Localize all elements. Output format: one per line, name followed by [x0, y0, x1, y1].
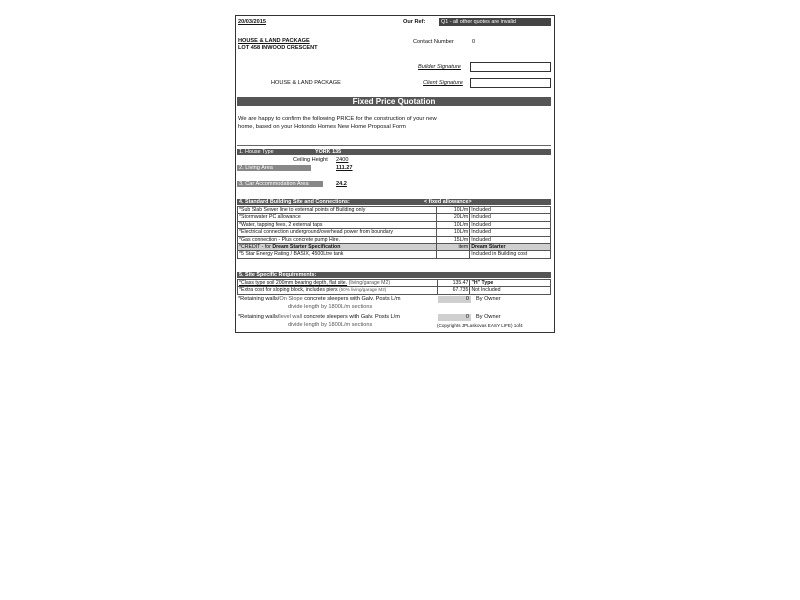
- table-row: [238, 221, 551, 228]
- standard-connections-table: [237, 206, 551, 259]
- living-area-value: 111.27: [336, 165, 353, 171]
- client-signature-field[interactable]: [470, 78, 551, 88]
- retaining-c: concrete sleepers with Galv. Posts L/m: [302, 296, 401, 302]
- package-label: HOUSE & LAND PACKAGE: [271, 80, 341, 86]
- row-note: Included: [470, 236, 551, 243]
- retaining-a: *Retaining walls/: [238, 296, 280, 302]
- row-quantity: 0: [465, 314, 469, 320]
- row-quantity: [437, 251, 470, 258]
- soil-desc: *Class type soil 200mm bearing depth, flat site.: [239, 280, 348, 287]
- soil-aside: (living/garage M2): [348, 280, 391, 287]
- table-row: [238, 280, 551, 287]
- retaining-b: On Slope: [279, 296, 303, 302]
- builder-signature-field[interactable]: [470, 62, 551, 72]
- row-quantity: 10L/m: [437, 207, 470, 214]
- contact-value: 0: [472, 39, 476, 45]
- row-quantity: 20L/m: [437, 214, 470, 221]
- client-signature-label: Client Signature: [423, 80, 463, 86]
- house-type-value: YORK 135: [315, 149, 342, 155]
- slope-aside: (50% living/garage M2): [339, 287, 387, 293]
- table-row: [238, 214, 551, 221]
- our-ref-box: [439, 18, 551, 26]
- retaining-c: concrete sleepers with Galv. Posts L/m: [302, 314, 400, 320]
- retaining-a: *Retaining walls/: [238, 314, 280, 320]
- row-note: Not Included: [470, 287, 551, 294]
- row-quantity: 10L/m: [437, 229, 470, 236]
- site-requirements-bar: [237, 272, 551, 278]
- retaining-b: level wall: [279, 314, 303, 320]
- row-note: Dream Starter: [470, 243, 551, 250]
- builder-signature-label: Builder Signature: [418, 64, 461, 70]
- table-row: [238, 287, 551, 294]
- row-note: By Owner: [476, 314, 501, 320]
- table-row: [238, 251, 551, 258]
- ceiling-height-label: Ceiling Height: [293, 157, 328, 163]
- ceiling-height-value: 2400: [336, 157, 349, 163]
- table-row: [238, 207, 551, 214]
- intro-line-2: home, based on your Hotondo Homes New Home Proposal Form: [238, 124, 406, 130]
- credit-row: [238, 243, 551, 250]
- row-description: *Gas connection - Plus concrete pump Hire.: [238, 236, 437, 243]
- slope-desc: *Extra cost for sloping block, includes piers: [239, 287, 338, 294]
- row-description: [238, 243, 437, 250]
- standard-connections-bar: [237, 199, 551, 205]
- row-note: "H" Type: [470, 280, 551, 287]
- site-requirements-table: [237, 279, 551, 295]
- row-description: *Water, tapping fees, 2 external taps: [238, 221, 437, 228]
- retaining-wall-level: [238, 314, 400, 320]
- row-description: *5 Star Energy Rating / BASIX, 4500Ltre tank: [238, 251, 437, 258]
- row-quantity: 67.735: [437, 287, 470, 294]
- fixed-allowance-header: < fixed allowance>: [424, 199, 472, 205]
- credit-spec: Dream Starter Specification: [272, 244, 341, 251]
- row-note: Included: [470, 207, 551, 214]
- car-area-value: 24.2: [336, 181, 347, 187]
- copyright-note: (Copyrights JPLaskovas EASY LIFE) 1of4: [437, 323, 523, 328]
- table-row: [238, 229, 551, 236]
- row-description: *Stormwater PC allowance: [238, 214, 437, 221]
- package-line-1: HOUSE & LAND PACKAGE: [238, 38, 310, 44]
- intro-line-1: We are happy to confirm the following PRICE for the construction of your new: [238, 116, 437, 122]
- quote-date: 20/03/2015: [238, 19, 266, 25]
- retaining-slope-qty-cell: [438, 296, 471, 303]
- row-description: *Electrical connection underground/overhead power from boundary: [238, 229, 437, 236]
- credit-prefix: *CREDIT - for: [239, 244, 273, 251]
- row-quantity: item: [437, 243, 470, 250]
- row-quantity: 0: [465, 296, 469, 302]
- quotation-title: Fixed Price Quotation: [237, 97, 551, 106]
- standard-connections-header: 4. Standard Building Site and Connections:: [239, 199, 350, 205]
- row-quantity: 10L/m: [437, 221, 470, 228]
- divider: [237, 145, 551, 146]
- our-ref-value: Q1 - all other quotes are invalid: [441, 19, 516, 25]
- row-description: [238, 287, 438, 294]
- site-requirements-header: 5. Site Specific Requirements:: [239, 272, 317, 278]
- retaining-level-qty-cell: [438, 314, 471, 321]
- row-description: [238, 280, 438, 287]
- row-note: Included in Building cost: [470, 251, 551, 258]
- row-note: Included: [470, 221, 551, 228]
- living-area-label: 2. Living Area: [237, 165, 311, 171]
- house-type-label: 1. House Type: [239, 149, 274, 155]
- table-row: [238, 236, 551, 243]
- row-quantity: 135.47: [437, 280, 470, 287]
- row-description: *Sub Slab Sewer line to external points of Building only: [238, 207, 437, 214]
- retaining-level-sub: divide length by 1800L/m sections: [288, 322, 373, 328]
- retaining-wall-slope: [238, 296, 401, 302]
- quotation-document: [235, 15, 555, 333]
- house-type-bar: [237, 149, 551, 155]
- row-note: Included: [470, 229, 551, 236]
- row-quantity: 15L/m: [437, 236, 470, 243]
- contact-label: Contact Number: [413, 39, 454, 45]
- car-area-label: 3. Car Accommodation Area: [237, 181, 323, 187]
- row-note: Included: [470, 214, 551, 221]
- package-line-2: LOT 458 INWOOD CRESCENT: [238, 45, 318, 51]
- retaining-slope-sub: divide length by 1800L/m sections: [288, 304, 373, 310]
- our-ref-label: Our Ref:: [403, 19, 426, 25]
- row-note: By Owner: [476, 296, 501, 302]
